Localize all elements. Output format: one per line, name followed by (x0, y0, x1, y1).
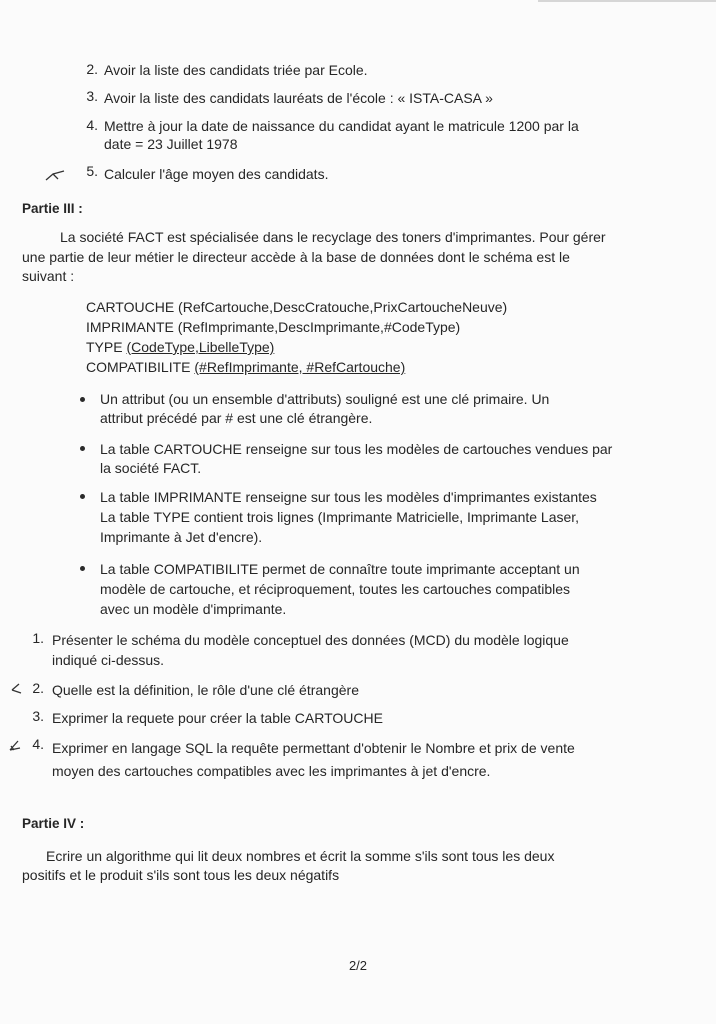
question-number: 4. (32, 736, 44, 752)
paragraph-line: La société FACT est spécialisée dans le recyclage des toners d'imprimantes. Pour gérer (60, 229, 606, 245)
bullet-text: La table IMPRIMANTE renseigne sur tous les modèles d'imprimantes existantes (100, 489, 597, 505)
bullet-text: Un attribut (ou un ensemble d'attributs) souligné est une clé primaire. Un (100, 391, 550, 407)
bullet-text: La table COMPATIBILITE permet de connaître toute imprimante acceptant un (100, 561, 580, 577)
item-text: Avoir la liste des candidats triée par Ecole. (104, 62, 368, 78)
bullet-icon (80, 566, 85, 571)
question-text: moyen des cartouches compatibles avec les imprimantes à jet d'encre. (52, 763, 491, 779)
question-text: indiqué ci-dessus. (52, 652, 165, 668)
question-text: Exprimer la requete pour créer la table CARTOUCHE (52, 710, 383, 726)
item-text: Mettre à jour la date de naissance du candidat ayant le matricule 1200 par la (104, 118, 579, 134)
top-edge-line (538, 0, 716, 2)
paragraph-line: une partie de leur métier le directeur accède à la base de données dont le schéma est le (22, 249, 570, 265)
bullet-text: La table TYPE contient trois lignes (Imprimante Matricielle, Imprimante Laser, (100, 509, 580, 525)
bullet-text: La table CARTOUCHE renseigne sur tous les modèles de cartouches vendues par (100, 441, 613, 457)
schema-line: IMPRIMANTE (RefImprimante,DescImprimante,#CodeType) (86, 319, 461, 335)
paragraph-line: suivant : (22, 268, 75, 284)
item-text-cont: date = 23 Juillet 1978 (104, 136, 238, 152)
paragraph-line: positifs et le produit s'ils sont tous les deux négatifs (22, 867, 340, 883)
bullet-icon (80, 494, 85, 499)
bullet-text: avec un modèle d'imprimante. (100, 601, 287, 617)
item-number: 4. (86, 117, 98, 133)
item-number: 5. (86, 163, 98, 179)
item-text: Avoir la liste des candidats lauréats de l'école : « ISTA-CASA » (104, 90, 493, 106)
section-heading: Partie III : (22, 201, 83, 216)
question-number: 2. (32, 680, 44, 696)
schema-line: CARTOUCHE (RefCartouche,DescCratouche,PrixCartoucheNeuve) (86, 299, 508, 315)
bullet-text: Imprimante à Jet d'encre). (100, 529, 263, 545)
item-number: 2. (86, 61, 98, 77)
question-text: Quelle est la définition, le rôle d'une clé étrangère (52, 682, 359, 698)
bullet-icon (80, 446, 85, 451)
bullet-text: modèle de cartouche, et réciproquement, toutes les cartouches compatibles (100, 581, 571, 597)
question-text: Présenter le schéma du modèle conceptuel des données (MCD) du modèle logique (52, 632, 569, 648)
question-text: Exprimer en langage SQL la requête permettant d'obtenir le Nombre et prix de vente (52, 740, 575, 756)
schema-line: TYPE (CodeType,LibelleType) (86, 339, 275, 355)
page-number: 2/2 (348, 958, 368, 973)
bullet-text: attribut précédé par # est une clé étrangère. (100, 410, 373, 426)
item-number: 3. (86, 88, 98, 104)
bullet-text: la société FACT. (100, 460, 202, 476)
bullet-icon (80, 397, 85, 402)
section-heading: Partie IV : (22, 816, 85, 831)
check-mark-icon (44, 167, 70, 185)
question-number: 3. (32, 708, 44, 724)
item-text: Calculer l'âge moyen des candidats. (104, 166, 329, 182)
question-number: 1. (32, 630, 44, 646)
schema-line: COMPATIBILITE (#RefImprimante, #RefCartouche) (86, 359, 406, 375)
paragraph-line: Ecrire un algorithme qui lit deux nombres et écrit la somme s'ils sont tous les deux (46, 848, 555, 864)
